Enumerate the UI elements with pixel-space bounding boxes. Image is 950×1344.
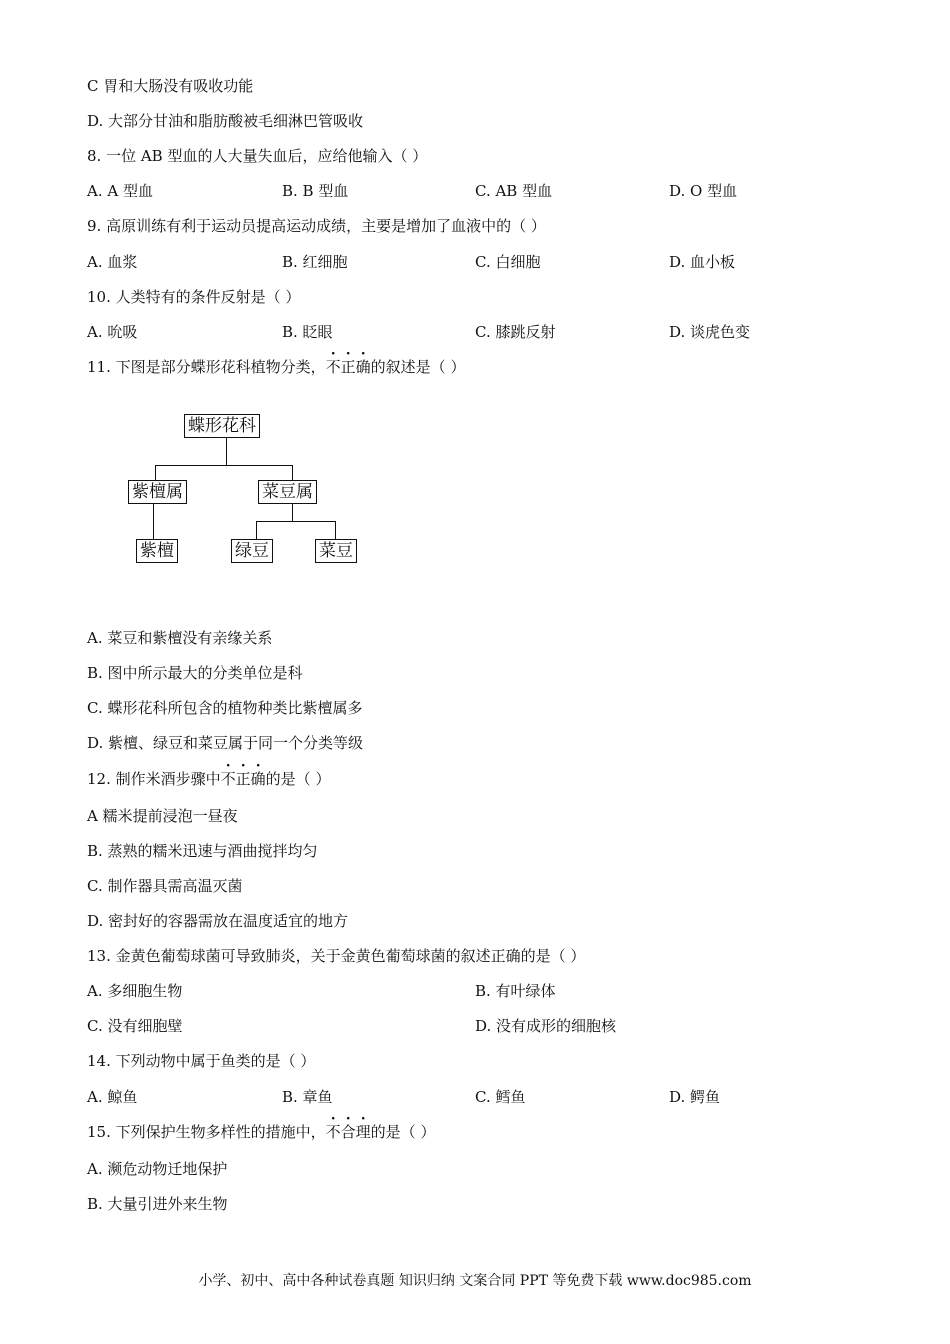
q15-text-start: 15. 下列保护生物多样性的措施中， xyxy=(87,1123,326,1141)
q8-option-a: A. A 型血 xyxy=(87,182,153,200)
q14-option-a: A. 鲸鱼 xyxy=(87,1088,138,1106)
emphasis-char: 不 xyxy=(220,770,236,788)
q10-option-a: A. 吮吸 xyxy=(87,323,138,341)
q14-option-d: D. 鳄鱼 xyxy=(669,1088,721,1106)
q13-option-d: D. 没有成形的细胞核 xyxy=(475,1017,617,1035)
question-15 xyxy=(87,1122,435,1142)
genus-node: 紫檀属 xyxy=(128,480,187,504)
species-node: 绿豆 xyxy=(231,539,273,563)
connector-line xyxy=(256,521,336,522)
q10-option-d: D. 谈虎色变 xyxy=(669,323,751,341)
species-node: 紫檀 xyxy=(136,539,178,563)
connector-line xyxy=(153,504,154,539)
q9-option-d: D. 血小板 xyxy=(669,253,736,271)
genus-node: 菜豆属 xyxy=(258,480,317,504)
emphasis-char: 理 xyxy=(355,1123,371,1141)
q15-option-a: A. 濒危动物迁地保护 xyxy=(87,1160,228,1178)
q11-option-b: B. 图中所示最大的分类单位是科 xyxy=(87,664,303,682)
q11-option-d: D. 紫檀、绿豆和菜豆属于同一个分类等级 xyxy=(87,734,364,752)
q13-option-b: B. 有叶绿体 xyxy=(475,982,556,1000)
q10-option-c: C. 膝跳反射 xyxy=(475,323,556,341)
page-footer: 小学、初中、高中各种试卷真题 知识归纳 文案合同 PPT 等免费下载 www.doc985.com xyxy=(198,1273,752,1289)
emphasis-char: 确 xyxy=(250,770,266,788)
connector-line xyxy=(226,438,227,465)
q11-option-a: A. 菜豆和紫檀没有亲缘关系 xyxy=(87,629,273,647)
q13-option-a: A. 多细胞生物 xyxy=(87,982,183,1000)
question-8: 8. 一位 AB 型血的人大量失血后，应给他输入（ ） xyxy=(87,147,428,165)
q15-text-end: 的是（ ） xyxy=(370,1123,436,1141)
q11-text-start: 11. 下图是部分蝶形花科植物分类， xyxy=(87,358,326,376)
q13-option-c: C. 没有细胞壁 xyxy=(87,1017,183,1035)
q12-option-d: D. 密封好的容器需放在温度适宜的地方 xyxy=(87,912,349,930)
emphasis-char: 正 xyxy=(340,358,356,376)
q8-option-b: B. B 型血 xyxy=(282,182,349,200)
q9-option-b: B. 红细胞 xyxy=(282,253,348,271)
question-12 xyxy=(87,769,330,789)
q8-option-c: C. AB 型血 xyxy=(475,182,553,200)
question-11 xyxy=(87,357,465,377)
question-14: 14. 下列动物中属于鱼类的是（ ） xyxy=(87,1052,316,1070)
q11-option-c: C. 蝶形花科所包含的植物种类比紫檀属多 xyxy=(87,699,363,717)
family-node: 蝶形花科 xyxy=(184,414,260,438)
option-line: C 胃和大肠没有吸收功能 xyxy=(87,77,254,95)
emphasis-char: 不 xyxy=(325,358,341,376)
emphasis-char: 正 xyxy=(235,770,251,788)
connector-line xyxy=(256,521,257,539)
q10-option-b: B. 眨眼 xyxy=(282,323,333,341)
q12-option-a: A 糯米提前浸泡一昼夜 xyxy=(87,807,238,825)
option-line: D. 大部分甘油和脂肪酸被毛细淋巴管吸收 xyxy=(87,112,364,130)
connector-line xyxy=(292,465,293,481)
q12-text-end: 的是（ ） xyxy=(265,770,331,788)
question-10: 10. 人类特有的条件反射是（ ） xyxy=(87,288,301,306)
emphasis-char: 确 xyxy=(355,358,371,376)
q8-option-d: D. O 型血 xyxy=(669,182,738,200)
species-node: 菜豆 xyxy=(315,539,357,563)
question-9: 9. 高原训练有利于运动员提高运动成绩，主要是增加了血液中的（ ） xyxy=(87,217,546,235)
classification-diagram xyxy=(125,408,365,573)
connector-line xyxy=(335,521,336,539)
connector-line xyxy=(292,504,293,521)
q15-option-b: B. 大量引进外来生物 xyxy=(87,1195,228,1213)
emphasis-char: 不 xyxy=(325,1123,341,1141)
connector-line xyxy=(155,465,293,466)
q9-option-a: A. 血浆 xyxy=(87,253,138,271)
q9-option-c: C. 白细胞 xyxy=(475,253,541,271)
q14-option-b: B. 章鱼 xyxy=(282,1088,333,1106)
q11-text-end: 的叙述是（ ） xyxy=(370,358,466,376)
q12-option-c: C. 制作器具需高温灭菌 xyxy=(87,877,243,895)
connector-line xyxy=(155,465,156,481)
q12-text-start: 12. 制作米酒步骤中 xyxy=(87,770,221,788)
emphasis-char: 合 xyxy=(340,1123,356,1141)
q14-option-c: C. 鳕鱼 xyxy=(475,1088,526,1106)
question-13: 13. 金黄色葡萄球菌可导致肺炎，关于金黄色葡萄球菌的叙述正确的是（ ） xyxy=(87,947,586,965)
q12-option-b: B. 蒸熟的糯米迅速与酒曲搅拌均匀 xyxy=(87,842,318,860)
